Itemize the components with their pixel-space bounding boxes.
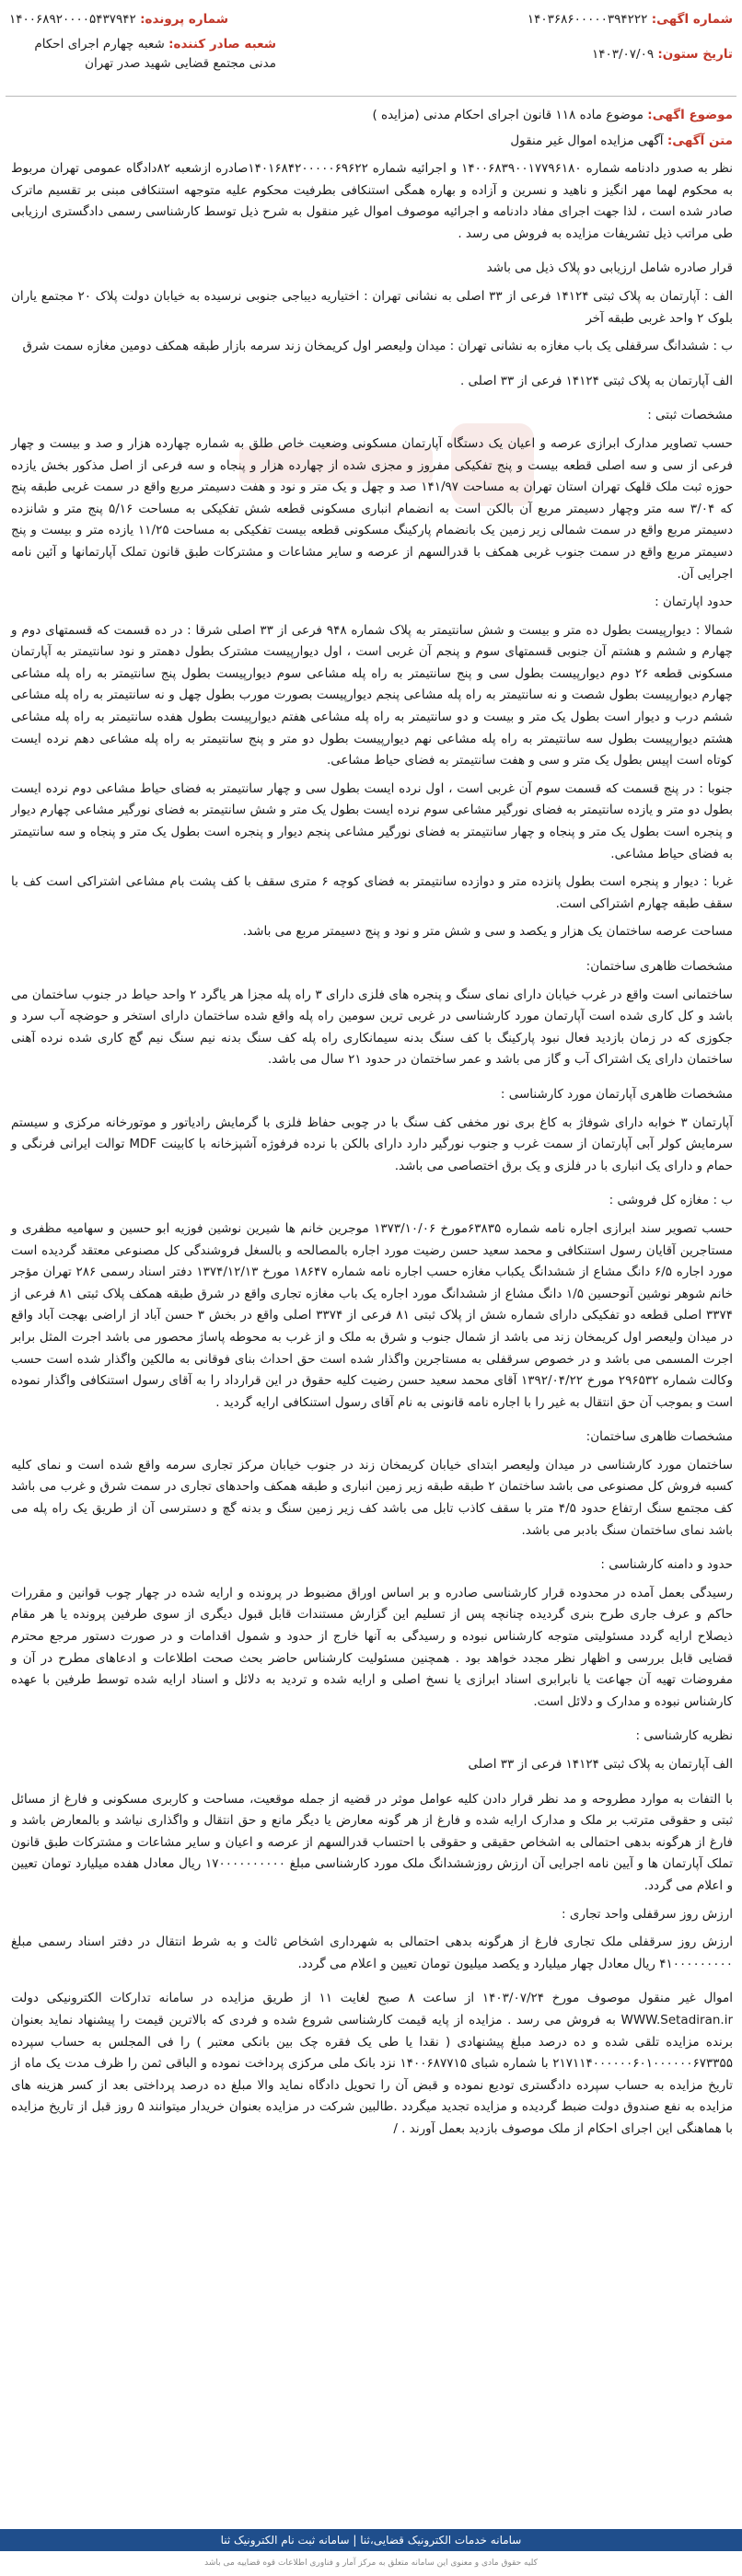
paragraph: اموال غیر منقول موصوف مورخ ۱۴۰۳/۰۷/۲۴ از ساعت ۸ صبح لغایت ۱۱ از طریق مزایده در سامانه تدارکات الکترونیکی دولت WWW.Setadiran.ir به فروش می رسد . مزایده از پایه قیمت کارشناسی شروع شده و فردی که بالاترین قیمت را پیشنهاد نماید بعنوان برنده مزایده تلقی شده و ده درصد مبلغ پیشنهادی ( نقدا یا طی یک فقره چک بین بانکی معتبر ) را فی المجلس به حساب سپرده ۲۱۷۱۱۴۰۰۰۰۰۰۶۰۱۰۰۰۰۰۰۶۷۳۳۵۵ با شماره شبای ۱۴۰۰۶۸۷۷۱۵ نزد بانک ملی مرکزی پرداخت نموده و الباقی ثمن را ظرف مدت یک ماه از تاریخ مزایده به حساب سپرده دادگستری تودیع نموده و قبض آن را تحویل دادگاه نماید والا مبلغ ده درصد پرداختی بعد از کسر هزینه های مزایده به نفع صندوق دولت ضبط گردیده و مزایده تجدید میگردد .طالبین شرکت در مزایده بعنوان خریدار میتوانند ۵ روز قبل از تاریخ مزایده با هماهنگی این اجرای احکام از ملک موصوف بازدید بعمل آورند . / xyxy=(11,1991,734,2136)
file-number xyxy=(9,9,228,29)
paragraph: الف آپارتمان به پلاک ثبتی ۱۴۱۲۴ فرعی از ۳۳ اصلی . xyxy=(459,373,733,388)
section-heading: مشخصات ظاهری ساختمان: xyxy=(585,959,733,974)
section-heading: نظریه کارشناسی : xyxy=(635,1728,733,1744)
case-number-label: شماره اگهی: xyxy=(651,12,733,27)
paragraph: رسیدگی بعمل آمده در محدوده قرار کارشناسی صادره و بر اساس اوراق مضبوط در پرونده و ارایه شده در چهار چوب قوانین و مقررات حاکم و عرف جاری طرح بنری گردیده چنانچه پس از تسلیم این گزارش مستندات قابل قبول دیگری از سوی طرفین پرونده یا هر مقام ذیصلاح ارایه گردد مسئولیتی متوجه کارشناس نبوده و رسیدگی به آنها خارج از حدود و شمول اقدامات و در صورت دستور مرجع محترم قضایی قابل بررسی و اظهار نظر مجدد خواهد بود . همچنین مسئولیت کارشناس حاضر بحث صحت اطلاعات و ادعاهای مطرح در آن و مفروضات تهیه آن جهاعت یا نابرابری اسناد ابرازی یا نسخ اصلی و ارایه شده و تردید به دلائل و اسناد ارایه شده توسط طرفین با عهده کارشناس نبوده و مدارک و دلائل است. xyxy=(11,1585,733,1709)
paragraph: با التفات به موارد مطروحه و مد نظر قرار دادن کلیه عوامل موثر در قضیه از جمله موقعیت، مساحت و کاربری مسکونی و فارغ از مسائل ثبتی و حقوقی مترتب بر ملک و مدارک ارایه شده و فارغ از هر گونه معارض یا دیگر مانع و حق انتقال و واگذاری نیاشد و بالمعارض باشد و فارغ از هرگونه بدهی احتمالی به اشخاص حقیقی و حقوقی با احتساب قدرالسهم از عرصه و اعیان و سایر مشاعات و مشترکات طبق قانون تملک آپارتمان ها و آیین نامه اجرایی آن ارزش روزششدانگ ملک مورد کارشناسی مبلغ ۱۷۰۰۰۰۰۰۰۰۰۰ ریال معادل هفده میلیارد تومان تعیین و اعلام می گردد. xyxy=(11,1791,733,1893)
section-heading: حدود اپارتمان : xyxy=(655,595,733,610)
notice-date xyxy=(592,44,733,64)
paragraph: نظر به صدور دادنامه شماره ۱۴۰۰۶۸۳۹۰۰۱۷۷۹۶۱۸۰ و اجرائیه شماره ۱۴۰۱۶۸۴۲۰۰۰۰۰۶۹۶۲۲صادره ازشعبه ۸۲دادگاه عمومی تهران مربوط به محکوم لهما مهر انگیز و ناهید و نسرین و آزاده و بهاره همگی استنکافی بطرفیت محکوم علیه متوجهه استنکافی مبنی بر تقسیم ماترک صادر شده است ، لذا جهت اجرای مفاد دادنامه و اجرائیه موصوف اموال غیر منقول به شرح ذیل توسط کارشناسی رسمی دادگستری ارزیابی طی مراتب ذیل تشریفات مزایده به فروش می رسد . xyxy=(11,161,733,241)
case-number xyxy=(528,9,733,29)
site-footer xyxy=(0,2529,742,2551)
paragraph: غربا : دیوار و پنجره است بطول پانزده متر و دوازده سانتیمتر به فضای کوچه ۶ متری سقف با کف پشت بام مشاعی اشتراکی است کف با سقف طبقه چهارم اشتراکی است. xyxy=(11,874,734,911)
case-number-value: ۱۴۰۳۶۸۶۰۰۰۰۰۳۹۴۲۲۲ xyxy=(527,12,648,27)
section-heading: مشخصات ظاهری آپارتمان مورد کارشناسی : xyxy=(500,1086,733,1102)
paragraph: قرار صادره شامل ارزیابی دو پلاک ذیل می باشد xyxy=(486,260,733,276)
paragraph: آپارتمان ۳ خوابه دارای شوفاژ به کاغ بری نور مخفی کف سنگ با در چوبی حفاظ فلزی با گرمایش رادیاتور و موتورخانه مرکزی و سیستم سرمایش کولر آبی آپارتمان از سمت غرب و جنوب نورگیر دارد دارای بالکن با نرده فرفوژه آشپزخانه با کابینت MDF توالت ایرانی فرنگی و حمام و دارای یک انباری با در فلزی و یک برق اختصاصی می باشد. xyxy=(11,1115,734,1173)
copyright-text: کلیه حقوق مادی و معنوی این سامانه متعلق به مرکز آمار و فناوری اطلاعات قوه قضاییه می باشد xyxy=(204,2559,538,2568)
issuing-branch xyxy=(9,35,276,74)
text-title: آگهی مزایده اموال غیر منقول xyxy=(510,133,664,148)
section-heading: حدود و دامنه کارشناسی : xyxy=(600,1557,733,1573)
paragraph: شمالا : دیوارپیست بطول ده متر و بیست و شش سانتیمتر به پلاک شماره ۹۴۸ فرعی از ۳۳ اصلی شرقا : در ده قسمت که قسمتهای دوم و چهارم و ششم و هشتم آن جنوبی قسمتهای سوم و پنجم آن غربی است ، اول دیوارپیست مشترک بطول دهمتر و نود سانتیمتر به آپارتمان مسکونی قطعه ۲۶ دوم دیوارپیست بطول سی و پنج سانتیمتر به راه پله مشاعی سوم دیوارپیست بطول پنج سانتیمتر به راه پله مشاعی چهارم دیوارپیست بطول شصت و نه سانتیمتر به راه پله مشاعی پنجم دیوارپیست بصورت مورب بطول چهل و نه سانتیمتر به راه پله مشاعی ششم درب و دیوار است بطول یک متر و بیست و دو سانتیمتر به راه پله مشاعی هفتم دیوارپیست بطول هفده سانتیمتر به راه پله مشاعی هشتم دیوارپیست بطول سه سانتیمتر به راه پله مشاعی نهم دیوارپیست بطول دو متر و پنج سانتیمتر به راه پله مشاعی دهم نرده ایست کوتاه است اپیس بطول یک متر و سی و هفت سانتیمتر به فضای حیاط مشاعی. xyxy=(11,622,734,768)
notice-text-title xyxy=(9,131,733,151)
issuing-branch-value: شعبه چهارم اجرای احکام مدنی مجتمع قضایی شهید صدر تهران xyxy=(34,37,276,71)
issuing-branch-label: شعبه صادر کننده: xyxy=(168,37,276,52)
file-number-value: ۱۴۰۰۶۸۹۲۰۰۰۰۵۴۳۷۹۴۲ xyxy=(9,12,136,27)
subject-label: موضوع اگهی: xyxy=(647,108,733,122)
paragraph: ساختمان مورد کارشناسی در میدان ولیعصر ابتدای خیابان کریمخان زند در جنوب خیابان مرکز تجاری سرمه واقع شده است و نمای کلیه کسبه فروش کل مصنوعی می باشد ساختمان ۲ طبقه طبقه زیر زمین انباری و طبقه همکف واحدهای تجاری در سمت شرق و غرب می باشد کف مجتمع سنگ ارتفاع حدود ۴/۵ متر با سقف کاذب تابل می باشد کف زیر زمین سنگ و بدنه گچ و دسترسی آن از طریق یک راه پله می باشد نمای ساختمان سنگ بادبر می باشد. xyxy=(11,1457,734,1538)
notice-date-label: تاریخ ستون: xyxy=(657,47,733,62)
section-heading: ب : مغازه کل فروشی : xyxy=(609,1193,733,1208)
paragraph: الف آپارتمان به پلاک ثبتی ۱۴۱۲۴ فرعی از ۳۳ اصلی xyxy=(468,1757,733,1772)
subject-value: موضوع ماده ۱۱۸ قانون اجرای احکام مدنی (مزایده ) xyxy=(372,108,643,122)
paragraph: حسب تصویر سند ابرازی اجاره نامه شماره ۶۳۸۳۵مورخ ۱۳۷۳/۱۰/۰۶ موجرین خانم ها شیرین نوشین فوزیه ابو حسین و سهامیه مظفری و مستاجرین آقایان رسول استنکافی و محمد سعید حسن رضیت مورد اجاره بالمصالحه و بالسغل فروشندگی کل مصنوعی معتقد گردیده است مورد اجاره ۶/۵ دانگ مشاع از ششدانگ یکباب مغازه حسب اجاره نامه شماره ۱۸۶۴۷ مورخ ۱۳۷۴/۱۲/۱۳ دفتر اسناد رسمی ۲۸۶ تهران مؤجر خانم شوهر نوشین آنوحسین ۱/۵ دانگ مشاع از ششدانگ مورد اجاره یک باب مغازه تجاری واقع در شرق طبقه همکف پلاک ثبتی ۸۱ فرعی از ۳۳۷۴ اصلی قطعه دو تفکیکی دارای شماره شش از پلاک ثبتی ۸۱ فرعی از ۳۳۷۴ اصلی واقع در بخش ۳ حسن آباد از اراضی بهجت آباد واقع در میدان ولیعصر اول کریمخان زند می باشد از شمال جنوب و شرق به ملک و از غرب به محوطه پاساژ محصور می باشد اجرت المثل برابر اجرت المسمی می باشد و در خصوص سرقفلی به مستاجرین واگذار شده است حق احداث بنای فوقانی به مالکین واگذار شده است حسب وکالت شماره ۲۹۶۵۳۲ مورخ ۱۳۹۲/۰۴/۲۲ آقای محمد سعید حسن رضیت کلیه حقوق در این قرارداد را به آقای رسول استنکافی واگذار نموده است و بموجب آن حق انتقال به غیر را با اجاره نامه قانونی به نام آقای رسول استنکافی ارایه گردید . xyxy=(11,1220,734,1410)
footer-links[interactable]: سامانه خدمات الکترونیک قضایی،ثنا | سامانه ثبت نام الکترونیک ثنا xyxy=(220,2534,522,2547)
paragraph: جنوبا : در پنج قسمت که قسمت سوم آن غربی است ، اول نرده ایست بطول سی و چهار سانتیمتر به فضای حیاط مشاعی دوم نرده ایست بطول دو متر و یازده سانتیمتر به فضای نورگیر مشاعی سوم نرده ایست بطول یک متر و شش سانتیمتر به فضای نورگیر مشاعی چهارم دیوار و پنجره است بطول یک متر و پنجاه و چهار سانتیمتر به فضای نورگیر مشاعی پنجم دیوار و پنجره است بطول یک متر و پنجاه و سه سانتیمتر به فضای حیاط مشاعی. xyxy=(11,780,733,861)
header-divider xyxy=(6,96,736,97)
notice-body xyxy=(11,158,733,2147)
copyright-line xyxy=(0,2555,742,2571)
paragraph: ب : ششدانگ سرقفلی یک باب مغازه به نشانی تهران : میدان ولیعصر اول کریمخان زند سرمه بازار طبقه همکف دومین مغازه سمت شرق xyxy=(22,339,733,354)
text-label: متن آگهی: xyxy=(667,133,733,148)
notice-header xyxy=(0,0,742,88)
paragraph: الف : آپارتمان به پلاک ثبتی ۱۴۱۲۴ فرعی از ۳۳ اصلی به نشانی تهران : اختیاریه دیباجی جنوبی نرسیده به خیابان دولت پلاک ۲۰ مجتمع یاران بلوک ۲ واحد غربی طبقه آخر xyxy=(11,288,733,326)
file-number-label: شماره پرونده: xyxy=(140,12,229,27)
paragraph: حسب تصاویر مدارک ابرازی عرصه و اعیان یک دستگاه آپارتمان مسکونی وضعیت خاص طلق به شماره چهارده هزار و صد و بیست و چهار فرعی از سی و سه اصلی قطعه بیست و پنج تفکیکی مفروز و مجزی شده از چهارده هزار و پنجاه و سه فرعی از اصل مذکور بخش یازده حوزه ثبت ملک قلهک تهران استان تهران به مساحت ۱۴۱/۹۷ صد و چهل و یک متر و نود و هفت دسیمتر مربع واقع در سمت غربی طبقه پنج که ۳/۰۴ سه متر وچهار دسیمتر مربع آن بالکن است به انضمام انباری مسکونی قطعه شش تفکیکی به مساحت ۵/۱۶ پنج متر و شانزده دسیمتر مربع واقع در سمت شمالی زیر زمین یک بانضمام پارکینگ مسکونی قطعه بیست تفکیکی به مساحت ۱۱/۲۵ یازده متر و بیست و پنج دسیمتر مربع واقع در سمت جنوب غربی همکف با قدرالسهم از عرصه و سایر مشاعات و مشترکات طبق قانون تملک آپارتمانها و آئین نامه اجرایی آن. xyxy=(11,435,733,582)
paragraph: ساختمانی است واقع در غرب خیابان دارای نمای سنگ و پنجره های فلزی دارای ۳ راه پله مجزا هر یاگرد ۲ واحد حیاط در جنوب ساختمان می باشد و کل کاری شده است آپارتمان مورد کارشناسی در غربی ترین سومین راه پله واقع شده ساختمان دارای استخر و حوضچه آب سرد و جکوزی که در زمان بازدید فعال نبود پارکینگ با کف سنگ بدنه سیمانکاری راه پله کف سنگ بدنه نیم سنگ نیم گچ کاری شده نرده آهنی ساختمان دارای یک اشتراک آب و گاز می باشد و عمر ساختمان در حدود ۲۱ سال می باشد. xyxy=(11,987,733,1068)
notice-date-value: ۱۴۰۳/۰۷/۰۹ xyxy=(592,47,655,62)
paragraph: ارزش روز سرقفلی ملک تجاری فارغ از هرگونه بدهی احتمالی به شهرداری اشخاص ثالث و به شرط انتقال در دفتر اسناد رسمی مبلغ ۴۱۰۰۰۰۰۰۰۰۰ ریال معادل چهار میلیارد و یکصد میلیون تومان تعیین و اعلام می گردد. xyxy=(11,1935,733,1971)
notice-subject xyxy=(9,105,733,125)
section-heading: ارزش روز سرقفلی واحد تجاری : xyxy=(562,1906,733,1922)
section-heading: مشخصات ثبتی : xyxy=(647,408,733,423)
paragraph: مساحت عرصه ساختمان یک هزار و یکصد و سی و شش متر و نود و پنج دسیمتر مربع می باشد. xyxy=(242,924,733,940)
section-heading: مشخصات ظاهری ساختمان: xyxy=(585,1429,733,1445)
